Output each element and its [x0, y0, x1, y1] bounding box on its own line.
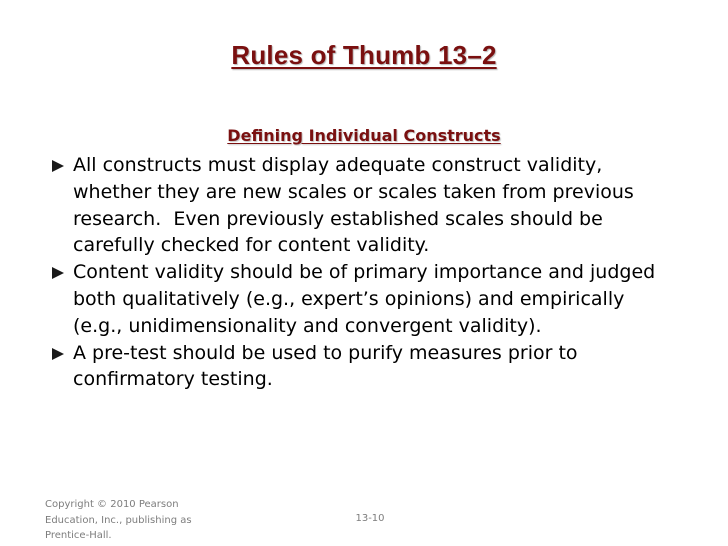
bullet-text: A pre-test should be used to purify measures prior to confirmatory testing. [73, 341, 578, 391]
slide-title: Rules of Thumb 13–2 [231, 40, 497, 70]
bullet-text: Content validity should be of primary importance and judged both qualitatively (e.g., expert’s opinions) and empirically (e.g., unidimensionality and convergent validity). [73, 261, 656, 337]
triangle-bullet-icon [52, 160, 64, 172]
bullet-item [48, 340, 668, 394]
bullet-list [48, 152, 668, 393]
bullet-item [48, 152, 668, 259]
bullet-text: All constructs must display adequate construct validity, whether they are new scales or scales taken from previous research. Even previously established scales should be carefully checked for content validity. [73, 154, 634, 257]
triangle-bullet-icon [52, 267, 64, 279]
slide-subtitle: Defining Individual Constructs [227, 126, 501, 145]
bullet-item [48, 259, 668, 339]
page-number: 13-10 [355, 513, 385, 524]
triangle-bullet-icon [52, 348, 64, 360]
footer-copyright: Copyright © 2010 Pearson Education, Inc., publishing as Prentice-Hall. [45, 499, 192, 540]
